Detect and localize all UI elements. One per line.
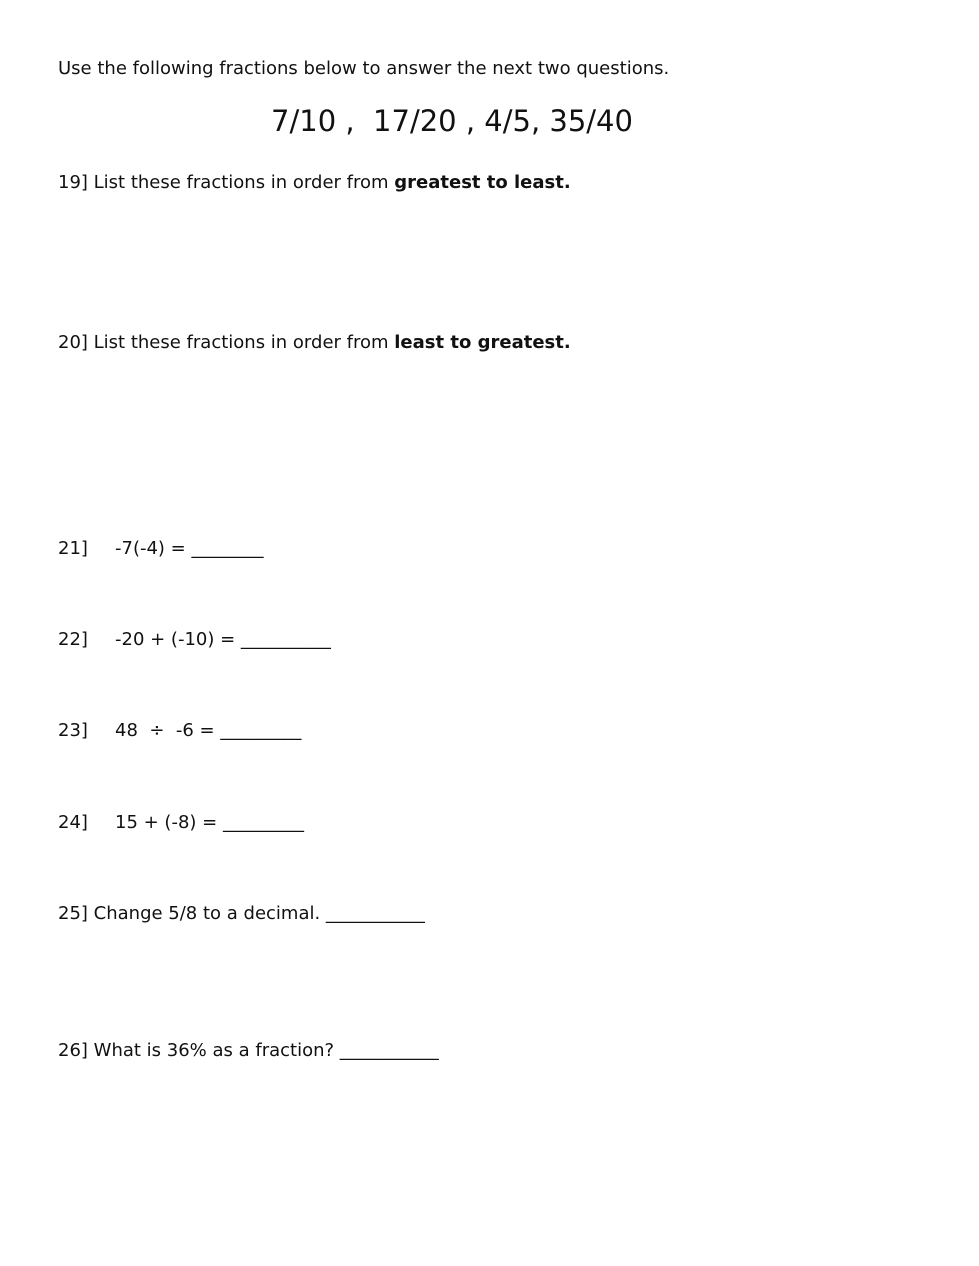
question-26: 26] What is 36% as a fraction? ___________ <box>58 1040 439 1061</box>
question-20-prompt: 20] List these fractions in order from <box>58 332 395 353</box>
question-23 <box>58 720 301 742</box>
question-24-expression: 15 + (-8) = _________ <box>115 812 304 833</box>
question-19-emphasis: greatest to least. <box>394 172 571 193</box>
question-22-number: 22] <box>58 629 88 650</box>
question-19 <box>58 172 571 194</box>
question-25: 25] Change 5/8 to a decimal. ___________ <box>58 903 425 924</box>
question-21 <box>58 538 263 560</box>
fraction-list: 7/10 , 17/20 , 4/5, 35/40 <box>271 104 633 138</box>
question-23-expression: 48 ÷ -6 = _________ <box>115 720 302 741</box>
question-21-number: 21] <box>58 538 88 559</box>
question-22 <box>58 629 331 651</box>
question-21-expression: -7(-4) = ________ <box>115 538 264 559</box>
question-23-number: 23] <box>58 720 88 741</box>
question-24-number: 24] <box>58 812 88 833</box>
instructions: Use the following fractions below to answer the next two questions. <box>58 58 670 79</box>
question-19-prompt: 19] List these fractions in order from <box>58 172 395 193</box>
question-20 <box>58 332 571 354</box>
question-20-emphasis: least to greatest. <box>394 332 571 353</box>
question-22-expression: -20 + (-10) = __________ <box>115 629 331 650</box>
question-24 <box>58 812 304 834</box>
